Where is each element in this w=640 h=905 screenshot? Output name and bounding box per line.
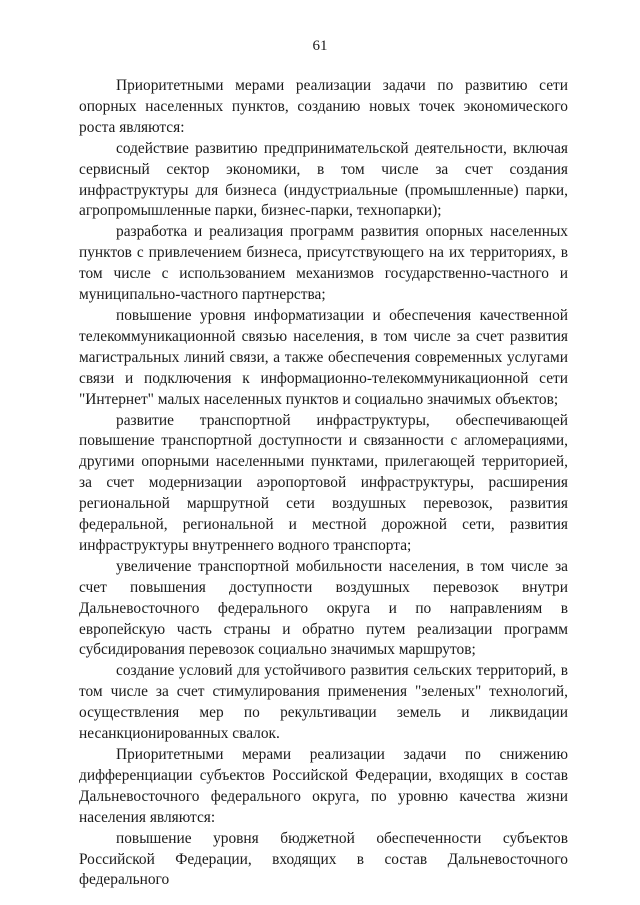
paragraph-priority-measures-intro: Приоритетными мерами реализации задачи по развитию сети опорных населенных пунктов, созданию новых точек экономического роста являются:	[79, 77, 568, 136]
document-body	[79, 76, 568, 891]
page-number: 61	[312, 38, 328, 54]
paragraph-entrepreneurship-support: содействие развитию предпринимательской деятельности, включая сервисный сектор экономики, в том числе за счет создания инфраструктуры для бизнеса (индустриальные (промышленные) парки, агропромышленные парки, бизнес-парки, технопарки);	[79, 139, 568, 220]
paragraph-informatization: повышение уровня информатизации и обеспечения качественной телекоммуникационной связью населения, в том числе за счет развития магистральных линий связи, а также обеспечения современных услугами связи и подключения к информационно-телекоммуникационной сети "Интернет" малых населенных пунктов и социально значимых объектов;	[79, 306, 568, 408]
paragraph-budget-sufficiency: повышение уровня бюджетной обеспеченности субъектов Российской Федерации, входящих в состав Дальневосточного федерального	[79, 829, 568, 889]
paragraph-rural-development: создание условий для устойчивого развития сельских территорий, в том числе за счет стимулирования применения "зеленых" технологий, осуществления мер по рекультивации земель и ликвидации несанкционированных свалок.	[79, 662, 568, 743]
paragraph-transport-infrastructure: развитие транспортной инфраструктуры, обеспечивающей повышение транспортной доступности и связанности с агломерациями, другими опорными населенными пунктами, прилегающей территорией, за счет модернизации аэропортовой инфраструктуры, расширения региональной маршрутной сети воздушных перевозок, развития федеральной, региональной и местной дорожной сети, развития инфраструктуры внутреннего водного транспорта;	[79, 411, 568, 554]
paragraph-differentiation-measures-intro: Приоритетными мерами реализации задачи по снижению дифференциации субъектов Российской Федерации, входящих в состав Дальневосточного федерального округа, по уровню качества жизни населения являются:	[79, 746, 568, 826]
paragraph-transport-mobility: увеличение транспортной мобильности населения, в том числе за счет повышения доступности воздушных перевозок внутри Дальневосточного федерального округа и по направлениям в европейскую часть страны и обратно путем реализации программ субсидирования перевозок социально значимых маршрутов;	[79, 557, 568, 659]
paragraph-development-programs: разработка и реализация программ развития опорных населенных пунктов с привлечением бизнеса, присутствующего на их территориях, в том числе с использованием механизмов государственно-частного и муниципально-частного партнерства;	[79, 223, 568, 304]
